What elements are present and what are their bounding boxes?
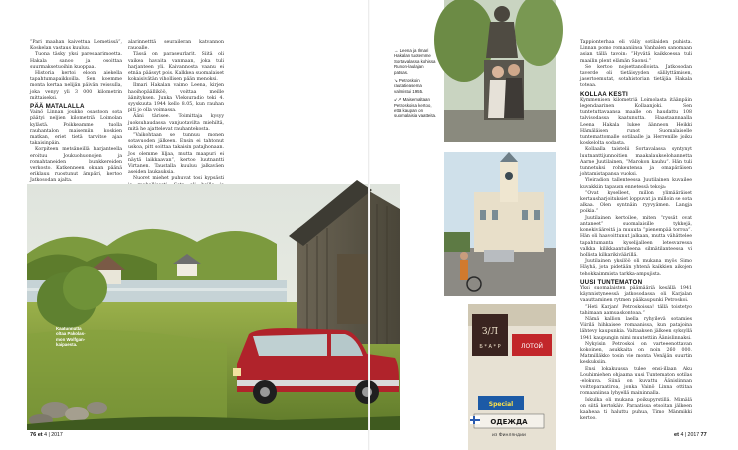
paragraph: Historia kertoi eloon aiekella tapahtumapaikkoilla. Sen koemme monta kertaa nelijän päivän reissulla, joka venyy yli 3 000 kilometrin mittaiseksi. [30, 71, 122, 101]
photo-caption: ↘ Petroskoin rautatieasema valmistui 1955. [394, 78, 424, 94]
statue-illustration [444, 0, 556, 142]
paragraph: Vainö Linnan joukko osastoon sota päätyi neljien kilometriä Loimolan kylästä. Poikkeamme tuolla rauhantalon maisemiin koskien matkan, eriet tietä tarvitse ajaa takaisinpäin. [30, 110, 122, 147]
paragraph: Juutilainen kertoilee, miten ”ryssät ovat antaneet” suomalaisille tykkejä, konekivääreitä ja muuuta ”pienempää torroa”. Hän oli haavoittunut jalkaan, mutta vähätteleе tapahtumanta kyselijalleen letesvaressa valkka kilikkaantulleena silmätilanteessa vi hollista kilkarikiväärillä. [580, 215, 692, 258]
paragraph: Se kertoo nojsettanolloista. Jatkosodan taverde oli tietäisyyden sälilyttämisen, jasertoemutat, sotahistorian tietäjäa Hakala toteaa. [580, 64, 692, 89]
photo-caption: ↙↗ Maisemaltaan Petroskoisa kertoo, että kaupan on suomalaisia vaatteita. [394, 97, 437, 119]
sign-text-4: Special [488, 401, 514, 408]
folio-left [30, 432, 63, 438]
paragraph: Kollaalla taistelii Sortavalassa syntynyt luutnanttijunnoitien maakalaukselohannetta Aarne Juutilainen, ”Marokon kauhu”. Hän tuli tunnetuksi rohkeutensa ja omapäräisen johtamistapansa vuoksi. [580, 147, 692, 178]
paragraph: ”Pari maahan kaivettua Lemetissä”, Koskelan vastaus kuuluu. [30, 40, 122, 52]
sign-text-1: З/Л [481, 327, 499, 337]
paragraph: Tappionterhaa eli väliy sotilaiden puhista. Linnan pomo romaaniinsa Vanhalen sanomaan asian tällä tavoin: ”Hyvätä kaikkoessa tuli maailin plent elämän Saonsi.” [580, 40, 692, 64]
caption-column [394, 48, 438, 148]
photo-caption: → Leena ja Ilmari Hakalan tuotemme Sortavalassa kohissa Runon-laulajan patsas. [394, 48, 436, 75]
section-heading: PÄÄ MATALALLA [30, 103, 85, 111]
station-illustration [444, 152, 556, 296]
inline-photo-caption: Kaatunnutta oltaa Pakolas-mon Wolfgan-kaipaesta. [56, 326, 86, 348]
paragraph: Kymmenisen kilometriä Loimolasta itäänpäin legendaarinen Kollaanjoki. Sen tuntetuttavaansa maalle on haudattu 108 talvisodassa kaatunutta. Haastaannaalla Leena Hakala lukee äänneon Heikki Hämäläisen runot Suomalaiselle tuntemattomalle sotilaalle ja Herrenille joiku koskelolta sodasta. [580, 97, 692, 147]
landscape-photo [27, 184, 400, 430]
paragraph: Ääni tärisee. Toimittaja kysyy juoksuhaudassa vanjuotavilta miehiltä, mitä he ajattelevat rauhantekosta. [128, 114, 224, 132]
paragraph: Ilmari Hakalan vaimo Leena, kirjen haoihopäälliköö, voittaa meille äänityksen. Junka Vleksuradio teki 4. syyskuuta 1944 kello 8.05, kun rauhan piti jo olla voimassa. [128, 83, 224, 114]
signs-illustration [468, 304, 556, 450]
sign-text-5: ОДЕЖДА [490, 418, 528, 426]
paragraph: Nykyisin Petroskoi on varteeenottavan kokoinen, asukkaita on noin 260 000. Matmilläkko tosin vie monta Venäjän suurtin keskuksiin. [580, 341, 692, 366]
paragraph: Iskulka oli mukana poikupyrstillä. Mimälä on siitä kertokäiv. Paraatissa etsoitan jälkeen kaaheaa ti haluttu puhua, Timo Mänmikki kertoo. [580, 397, 692, 422]
paragraph: Yleiradion tallenteessa Juutilainen kuvailee kuvakkiin tapausn ennetessä tekoja: [580, 178, 692, 190]
section-heading: KOLLAA KESTI [580, 90, 628, 98]
landscape-illustration [27, 184, 400, 430]
page-number: 76 [30, 432, 37, 438]
magazine-logo: et [37, 432, 43, 438]
magazine-logo: et [674, 432, 679, 438]
paragraph: Korpiteen metsäneillä harjanteella eroituu Joukuohuonojen ja romahtaneiden bunkkereiden verkosto. Katkenneen okuan päänä eriklauu ruostunut ämpäri, kertoo Jatkosodan ajalta. [30, 147, 122, 184]
paragraph: Ensi lokakuussa tulee ensi-illaan Aku Louhimiehen ohjaama uusi Tuntematon sotilas -elokuva. Siinä on kuvattu Äänislinnan voittoparaatiroa, jonka Vainö Linna ottitaa romaaniinsa lyhyellä maininnalla. [580, 366, 692, 397]
section-heading: UUSI TUNTEMATON [580, 278, 643, 286]
text-column-right [580, 40, 692, 432]
sign-text-6: из Финляндии [492, 433, 526, 438]
signs-photo [468, 304, 556, 450]
sign-text-3: ЛОТОЙ [520, 343, 544, 350]
paragraph: ”Heti Karjan! Petroskoissa! tällä toistetyo tahimaan aamuaskontoaa.” [580, 304, 692, 316]
paragraph: Yksi suomalaisten päämääriä kesällä 1941 käynnistyneessä jatkosodassa oli Karjalan vaauttaminen rytmen pääkaupunki Petroskoi. [580, 285, 692, 304]
issue-number: 4 | 2017 [680, 432, 700, 438]
folio-right [674, 432, 707, 438]
paragraph: ”Ovat kyselleet, millon ylimääräiset kertausharjoituksiet loppuvat ja milloin se sota alkaa. Olen syntnäin ryyvyämen. Langja poikia.” [580, 190, 692, 215]
paragraph: ”Vaikohtaan se tunnuu monen sotavuoden jälkeen. Ensin ei tahtonut uskoa, pitt soittaa takaisin patajhonaan. Jos olemme liljaa, mutta maapuri ei näytä laikkaavan”, kertoo luutnantti Virtanen. Taustalla kuuluu jalkaväen aseiden laukauksia. [128, 133, 224, 176]
paragraph: Juutilainen yksilöö oli mukana myös Simo Häyhä, jota pidetään yhtenä kaikkien aikojen tehokkaimmista tarkka-ampujista. [580, 259, 692, 277]
sign-text-2: Б * А * Р [479, 344, 501, 350]
text-column-2 [128, 40, 224, 188]
paragraph: Tässä on paraseurlarit. Siitä oli vaikea havaita vanmaan, joka tuli harjanteen yli. Kaivannosta vaanu ei etnäa päässyt pois. Kalkkea suomalaiset kokaisivätän vihollisen pään menoksi. [128, 52, 224, 83]
page-number: 77 [700, 432, 707, 438]
paragraph: Tuona täsky yksi paresaarimoetta. Hakala sanoo ja osoittaa suurmaksetuoihin kuoppaa. [30, 52, 122, 70]
issue-number: 4 | 2017 [44, 432, 63, 438]
page-gutter [368, 0, 370, 450]
paragraph: Nuoret miehet puhuvat tosi kypsästi [133, 176, 224, 182]
statue-photo [444, 0, 556, 142]
paragraph: Nämä kallion laella ryhyilevä sotamies Viirilä hihkaisee romaanissa, kun patajoina lähtevy kaupunkia. Valtaaksen jälkeen syksyllä 1941 kaupungin nimi muutettiin Äänislinnaksi. [580, 316, 692, 341]
station-photo [444, 152, 556, 296]
paragraph: alarinnetttä seuraileran katvannon rauoalle. [128, 40, 224, 52]
text-column-1 [30, 40, 122, 188]
